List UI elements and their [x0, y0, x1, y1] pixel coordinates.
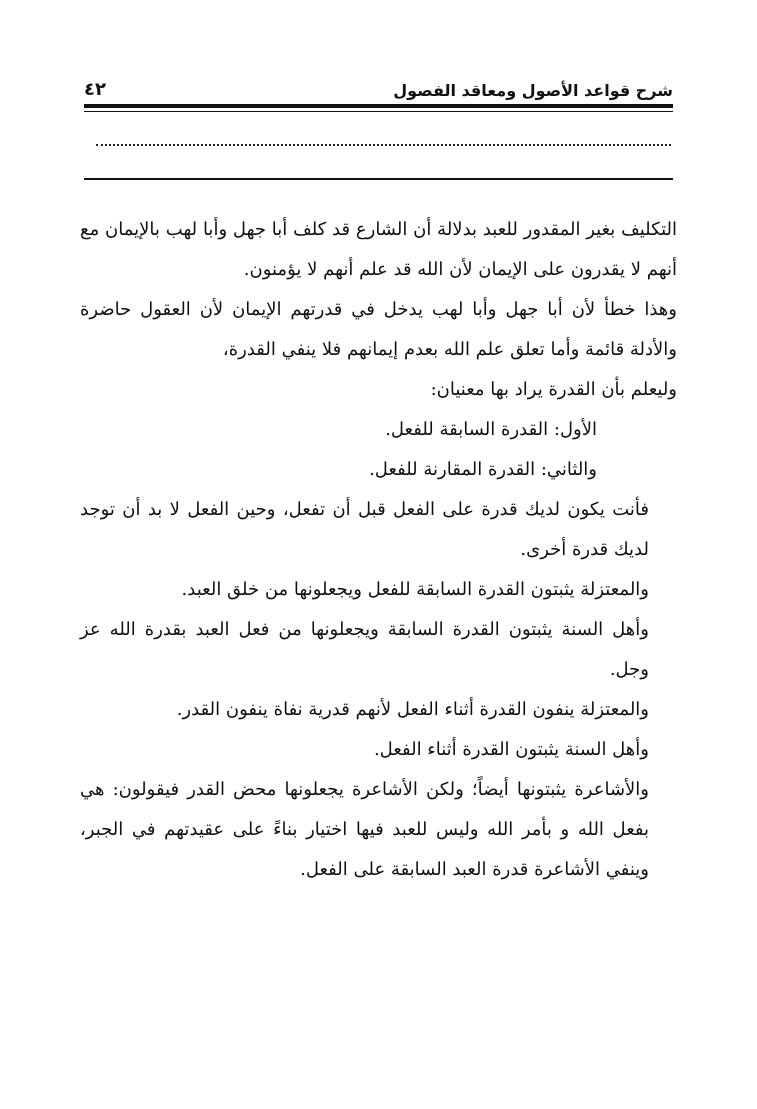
paragraph: وأهل السنة يثبتون القدرة أثناء الفعل. [373, 739, 649, 760]
dotted-separator [96, 144, 671, 146]
running-title: شرح قواعد الأصول ومعاقد الفصول [393, 81, 673, 100]
page-body [80, 210, 677, 890]
paragraph: والمعتزلة يثبتون القدرة السابقة للفعل ويجعلونها من خلق العبد. [181, 579, 649, 600]
paragraph: التكليف بغير المقدور للعبد بدلالة أن الشارع قد كلف أبا جهل وأبا لهب بالإيمان مع أنهم لا يقدرون على الإيمان لأن الله قد علم أنهم لا يؤمنون. [80, 219, 677, 280]
paragraph: والثاني: القدرة المقارنة للفعل. [369, 459, 597, 480]
page-header [84, 70, 673, 100]
paragraph: وأهل السنة يثبتون القدرة السابقة ويجعلونها من فعل العبد بقدرة الله عز وجل. [80, 619, 649, 680]
paragraph: والأشاعرة يثبتونها أيضاً؛ ولكن الأشاعرة يجعلونها محض القدر فيقولون: هي بفعل الله و بأمر الله وليس للعبد فيها اختيار بناءً على عقيدتهم في الجبر، وينفي الأشاعرة قدرة العبد السابقة على الفعل. [80, 779, 649, 880]
paragraph: وليعلم بأن القدرة يراد بها معنيان: [430, 379, 677, 400]
paragraph: وهذا خطأ لأن أبا جهل وأبا لهب يدخل في قدرتهم الإيمان لأن العقول حاضرة والأدلة قائمة وأما تعلق علم الله بعدم إيمانهم فلا ينفي القدرة، [80, 299, 677, 360]
page-number: ٤٢ [84, 79, 106, 100]
paragraph: والمعتزلة ينفون القدرة أثناء الفعل لأنهم قدرية نفاة ينفون القدر. [176, 699, 649, 720]
paragraph: فأنت يكون لديك قدرة على الفعل قبل أن تفعل، وحين الفعل لا بد أن توجد لديك قدرة أخرى. [80, 499, 649, 560]
paragraph: الأول: القدرة السابقة للفعل. [385, 419, 597, 440]
section-rule [84, 178, 673, 180]
header-rule-thin [84, 111, 673, 112]
header-rule-thick [84, 104, 673, 108]
